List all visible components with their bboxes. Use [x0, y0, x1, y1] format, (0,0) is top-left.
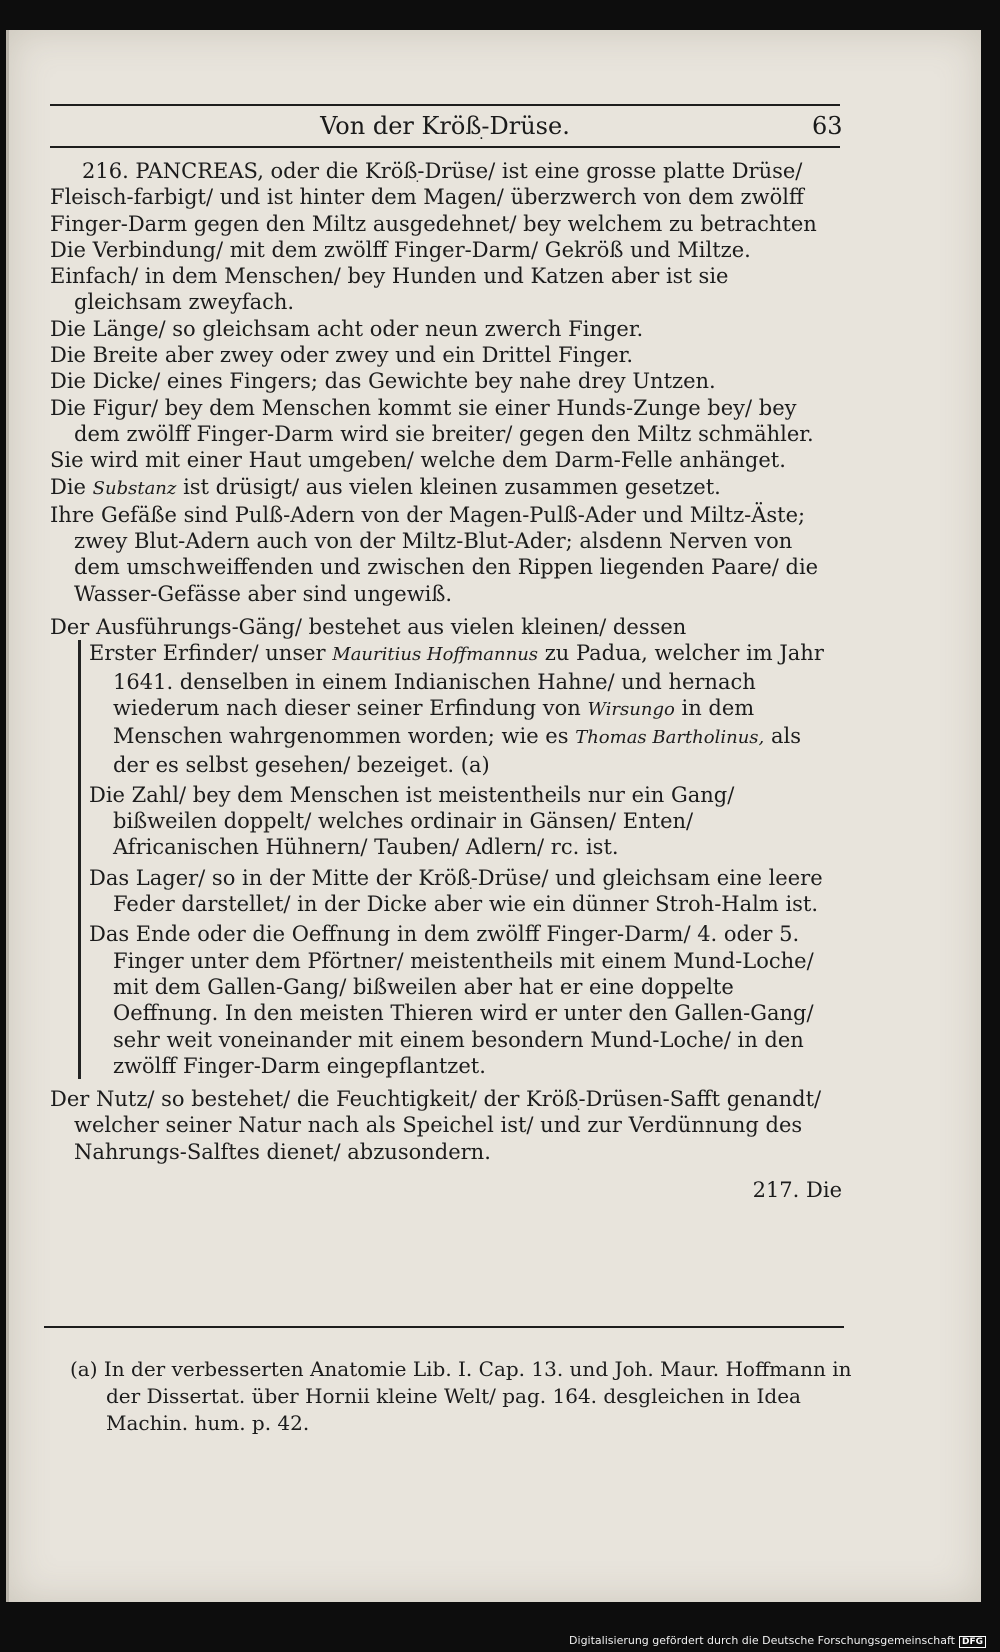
subentry-ende: Das Ende oder die Oeffnung in dem zwölff Finger-Darm/ 4. oder 5. Finger unter dem Pförtner/ meistentheils mit einem Mund-Loche/ mit dem Gallen-Gang/ bißweilen aber hat er eine doppelte Oeffnung. In den meisten Thieren wird er unter den Gallen-Gang/ sehr weit voneinander mit einem besondern Mund-Loche/ in den zwölff Finger-Darm eingepflantzet.	[89, 922, 814, 1078]
entry-nutz: Der Nutz/ so bestehet/ die Feuchtigkeit/ der Krößׅ-Drüsen-Safft genandt/ welcher seiner Natur nach als Speichel ist/ und zur Verdünnung des Nahrungs-Salftes dienet/ abzusondern.	[50, 1087, 822, 1164]
erfinder-text-3: in dem Menschen wahrgenommen worden; wie es	[113, 695, 755, 749]
erfinder-latin-bartholinus: Thomas Bartholinus,	[575, 727, 765, 749]
entry-ausfuehrung: Der Ausführungs-Gäng/ bestehet aus vielen kleinen/ dessen	[50, 615, 687, 640]
subentry-zahl: Die Zahl/ bey dem Menschen ist meistentheils nur ein Gang/ bißweilen doppelt/ welches ordinair in Gänsen/ Enten/ Africanischen Hühnern/ Tauben/ Adlern/ rc. ist.	[89, 782, 735, 860]
catchword: 217. Die	[752, 1177, 842, 1202]
erfinder-latin-hoffmannus: Mauritius Hoffmannus	[332, 644, 539, 666]
entry-gefaesse: Ihre Gefäße sind Pulß-Adern von der Magen-Pulß-Ader und Miltz-Äste; zwey Blut-Adern auch von der Miltz-Blut-Ader; alsdenn Nerven von dem umschweiffenden und zwischen den Rippen liegenden Paare/ die Wasser-Gefässe aber sind ungewiß.	[50, 502, 819, 606]
entry-substanz	[50, 474, 842, 502]
page-number: 63	[812, 112, 843, 140]
subentry-lager: Das Lager/ so in der Mitte der Krößׅ-Drüse/ und gleichsam eine leere Feder darstellet/ in der Dicke aber wie ein dünner Stroh-Halm ist.	[89, 865, 823, 917]
substanz-post: ist drüsigt/ aus vielen kleinen zusammen gesetzet.	[176, 474, 721, 499]
erfinder-text-4: als der es selbst gesehen/ bezeiget. (a)	[113, 724, 801, 777]
dfg-logo: DFG	[959, 1636, 986, 1648]
entry-dicke: Die Dicke/ eines Fingers; das Gewichte bey nahe drey Untzen.	[50, 369, 716, 394]
footnote-rule	[44, 1326, 844, 1328]
erfinder-latin-wirsungo: Wirsungo	[587, 698, 675, 720]
paragraph-pancreas: 216. PANCREAS, oder die Krößׅ-Drüse/ ist eine grosse platte Drüse/ Fleisch-farbigt/ und ist hinter dem Magen/ überzwerch von dem zwölff Finger-Darm gegen den Miltz ausgedehnet/ bey welchem zu betrachten	[50, 159, 817, 236]
substanz-latin: Substanz	[92, 477, 177, 499]
body-text	[50, 158, 842, 1224]
header-rule-bottom	[50, 146, 840, 148]
subentry-erfinder	[89, 640, 842, 777]
erfinder-text-1: Erster Erfinder/ unser	[89, 641, 333, 666]
footnote: (a) In der verbesserten Anatomie Lib. I. Cap. 13. und Joh. Maur. Hoffmann in der Dissertat. über Hornii kleine Welt/ pag. 164. desgleichen in Idea Machin. hum. p. 42.	[70, 1357, 852, 1435]
digitization-credit	[569, 1634, 986, 1648]
entry-figur: Die Figur/ bey dem Menschen kommt sie einer Hunds-Zunge bey/ bey dem zwölff Finger-Darm wird sie breiter/ gegen den Miltz schmähler.	[50, 395, 814, 446]
entry-laenge: Die Länge/ so gleichsam acht oder neun zwerch Finger.	[50, 316, 644, 341]
running-head: Von der Krößׅ-Drüse.	[320, 112, 570, 140]
entry-haut: Sie wird mit einer Haut umgeben/ welche dem Darm-Felle anhänget.	[50, 448, 786, 473]
credit-text: Digitalisierung gefördert durch die Deutsche Forschungsgemeinschaft	[569, 1634, 955, 1647]
entry-breite: Die Breite aber zwey oder zwey und ein Drittel Finger.	[50, 343, 634, 368]
header-rule-top	[50, 104, 840, 106]
substanz-pre: Die	[50, 474, 93, 499]
entry-verbindung: Die Verbindung/ mit dem zwölff Finger-Darm/ Gekröß und Miltze.	[50, 237, 751, 262]
ausfuehrung-subentries	[78, 640, 842, 1079]
erfinder-text-2: zu Padua, welcher im Jahr 1641. denselben in einem Indianischen Hahne/ und hernach wiederum nach dieser seiner Erfindung von	[113, 641, 824, 720]
entry-einfach: Einfach/ in dem Menschen/ bey Hunden und Katzen aber ist sie gleichsam zweyfach.	[50, 264, 729, 315]
